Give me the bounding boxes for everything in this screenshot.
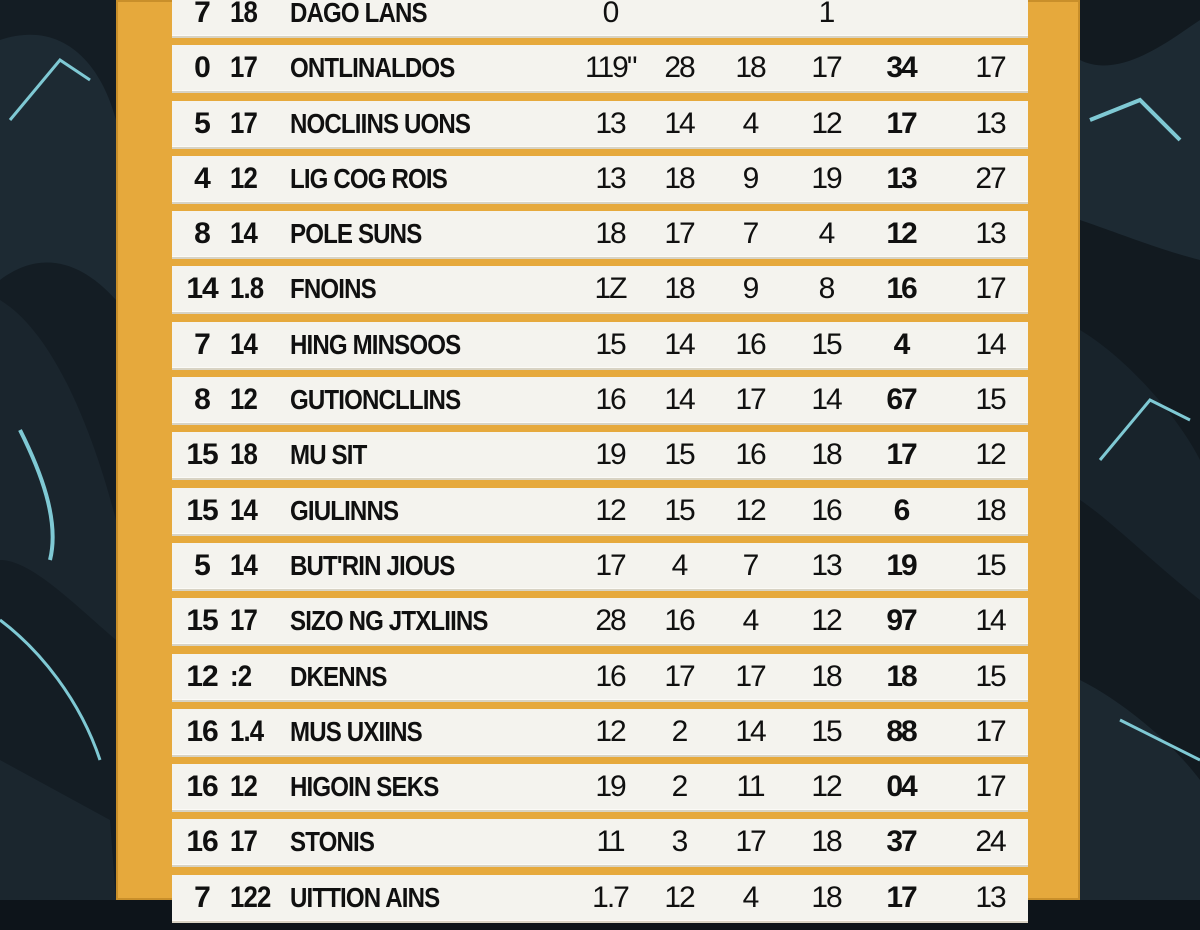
rank-cell: 8 bbox=[194, 217, 210, 251]
rank-cell: 15 bbox=[186, 493, 218, 527]
stat-cell: 7 bbox=[742, 217, 758, 251]
table-row bbox=[172, 101, 1028, 147]
stat-cell: 1Z bbox=[594, 272, 626, 306]
team-name-cell: STONIS bbox=[290, 826, 375, 858]
stat-cell: 17 bbox=[886, 106, 916, 140]
table-row bbox=[172, 432, 1028, 478]
stat-cell: 17 bbox=[811, 51, 841, 85]
rank-cell: 5 bbox=[194, 106, 210, 140]
stat-cell: 28 bbox=[595, 604, 625, 638]
stat-cell: 14 bbox=[664, 327, 694, 361]
stat-cell: 6 bbox=[893, 493, 909, 527]
team-name-cell: SIZO NG JTXLIINS bbox=[290, 605, 488, 637]
number-cell: 14 bbox=[230, 548, 257, 582]
stat-cell: 18 bbox=[811, 438, 841, 472]
rank-cell: 8 bbox=[194, 383, 210, 417]
stat-cell: 17 bbox=[975, 272, 1005, 306]
rank-cell: 4 bbox=[194, 161, 210, 195]
stat-cell: 67 bbox=[886, 383, 916, 417]
stat-cell: 18 bbox=[811, 659, 841, 693]
stat-cell: 13 bbox=[595, 106, 625, 140]
stat-cell: 11 bbox=[596, 825, 624, 859]
stat-cell: 2 bbox=[671, 714, 687, 748]
stat-cell bbox=[725, 0, 775, 36]
stat-cell: 12 bbox=[975, 438, 1005, 472]
rank-cell: 5 bbox=[194, 548, 210, 582]
stat-cell: 2 bbox=[671, 770, 687, 804]
stat-cell: 16 bbox=[595, 659, 625, 693]
table-row bbox=[172, 654, 1028, 700]
number-cell: 17 bbox=[230, 51, 257, 85]
stat-cell: 17 bbox=[735, 383, 765, 417]
stat-cell: 4 bbox=[818, 217, 834, 251]
stat-cell: 9 bbox=[742, 161, 758, 195]
stat-cell: 18 bbox=[811, 825, 841, 859]
table-row bbox=[172, 488, 1028, 534]
stat-cell: 15 bbox=[975, 383, 1005, 417]
stat-cell: 18 bbox=[664, 272, 694, 306]
stat-cell: 17 bbox=[975, 714, 1005, 748]
stat-cell: 15 bbox=[595, 327, 625, 361]
table-row bbox=[172, 819, 1028, 865]
team-name-cell: GIULINNS bbox=[290, 494, 399, 526]
stat-cell: 13 bbox=[975, 106, 1005, 140]
stat-cell: 15 bbox=[975, 659, 1005, 693]
stat-cell: 16 bbox=[735, 438, 765, 472]
stat-cell: 12 bbox=[595, 714, 625, 748]
team-name-cell: HIGOIN SEKS bbox=[290, 771, 439, 803]
team-name-cell: MUS UXIINS bbox=[290, 715, 422, 747]
stat-cell: 7 bbox=[742, 548, 758, 582]
stat-cell: 19 bbox=[595, 770, 625, 804]
stat-cell: 3 bbox=[671, 825, 687, 859]
table-row bbox=[172, 598, 1028, 644]
stat-cell: 18 bbox=[811, 880, 841, 914]
stat-cell: 16 bbox=[811, 493, 841, 527]
stat-cell: 14 bbox=[811, 383, 841, 417]
number-cell: 1.4 bbox=[230, 714, 264, 748]
stat-cell: 0 bbox=[602, 0, 618, 29]
rank-cell: 15 bbox=[186, 438, 218, 472]
team-name-cell: MU SIT bbox=[290, 439, 367, 471]
stat-cell: 12 bbox=[811, 770, 841, 804]
stat-cell: 14 bbox=[664, 106, 694, 140]
stat-cell: 12 bbox=[886, 217, 916, 251]
stat-cell: 4 bbox=[671, 548, 687, 582]
stat-cell bbox=[654, 0, 704, 36]
number-cell: :2 bbox=[230, 659, 252, 693]
stat-cell: 37 bbox=[886, 825, 916, 859]
stat-cell: 97 bbox=[886, 604, 916, 638]
stat-cell: 12 bbox=[811, 604, 841, 638]
stat-cell: 16 bbox=[664, 604, 694, 638]
stat-cell: 18 bbox=[664, 161, 694, 195]
stat-cell: 15 bbox=[811, 327, 841, 361]
number-cell: 122 bbox=[230, 880, 271, 914]
stat-cell: 28 bbox=[664, 51, 694, 85]
team-name-cell: DAGO LANS bbox=[290, 0, 427, 28]
table-row bbox=[172, 211, 1028, 257]
stat-cell: 17 bbox=[664, 659, 694, 693]
rank-cell: 15 bbox=[186, 604, 218, 638]
stat-cell: 17 bbox=[595, 548, 625, 582]
stat-cell: 13 bbox=[886, 161, 916, 195]
number-cell: 1.8 bbox=[230, 272, 264, 306]
stat-cell: 88 bbox=[886, 714, 916, 748]
stat-cell: 27 bbox=[975, 161, 1005, 195]
table-row bbox=[172, 322, 1028, 368]
table-row bbox=[172, 764, 1028, 810]
stat-cell: 15 bbox=[811, 714, 841, 748]
number-cell: 17 bbox=[230, 106, 257, 140]
table-row bbox=[172, 45, 1028, 91]
stat-cell bbox=[876, 0, 926, 36]
rank-cell: 12 bbox=[186, 659, 218, 693]
stat-cell: 4 bbox=[742, 604, 758, 638]
team-name-cell: LIG COG ROIS bbox=[290, 162, 447, 194]
table-row bbox=[172, 156, 1028, 202]
stat-cell: 4 bbox=[742, 880, 758, 914]
stat-cell: 12 bbox=[811, 106, 841, 140]
stat-cell: 16 bbox=[595, 383, 625, 417]
stat-cell: 17 bbox=[886, 438, 916, 472]
rank-cell: 7 bbox=[194, 327, 210, 361]
stat-cell: 34 bbox=[886, 51, 916, 85]
stat-cell: 4 bbox=[893, 327, 909, 361]
number-cell: 14 bbox=[230, 327, 257, 361]
stat-cell: 14 bbox=[664, 383, 694, 417]
number-cell: 12 bbox=[230, 383, 257, 417]
stat-cell: 14 bbox=[975, 327, 1005, 361]
stat-cell: 19 bbox=[811, 161, 841, 195]
stat-cell: 17 bbox=[735, 659, 765, 693]
stat-cell: 14 bbox=[975, 604, 1005, 638]
table-row bbox=[172, 0, 1028, 36]
rank-cell: 0 bbox=[194, 51, 210, 85]
number-cell: 17 bbox=[230, 825, 257, 859]
team-name-cell: BUT'RIN JIOUS bbox=[290, 549, 455, 581]
stat-cell: 13 bbox=[811, 548, 841, 582]
table-row bbox=[172, 709, 1028, 755]
stat-cell: 12 bbox=[595, 493, 625, 527]
stat-cell: 18 bbox=[975, 493, 1005, 527]
rank-cell: 16 bbox=[186, 770, 218, 804]
rank-cell: 7 bbox=[194, 880, 210, 914]
stat-cell: 14 bbox=[735, 714, 765, 748]
stat-cell: 13 bbox=[975, 880, 1005, 914]
team-name-cell: DKENNS bbox=[290, 660, 387, 692]
number-cell: 14 bbox=[230, 217, 257, 251]
stat-cell: 15 bbox=[975, 548, 1005, 582]
stat-cell: 13 bbox=[975, 217, 1005, 251]
stat-cell: 15 bbox=[664, 493, 694, 527]
stat-cell: 4 bbox=[742, 106, 758, 140]
number-cell: 12 bbox=[230, 161, 257, 195]
stat-cell: 9 bbox=[742, 272, 758, 306]
stat-cell: 04 bbox=[886, 770, 916, 804]
team-name-cell: NOCLIINS UONS bbox=[290, 107, 471, 139]
stat-cell bbox=[965, 0, 1015, 36]
team-name-cell: ONTLINALDOS bbox=[290, 52, 455, 84]
number-cell: 18 bbox=[230, 0, 257, 29]
team-name-cell: GUTIONCLLINS bbox=[290, 384, 461, 416]
rank-cell: 14 bbox=[186, 272, 218, 306]
rank-cell: 16 bbox=[186, 825, 218, 859]
number-cell: 18 bbox=[230, 438, 257, 472]
table-row bbox=[172, 266, 1028, 312]
table-row bbox=[172, 875, 1028, 921]
stat-cell: 19 bbox=[886, 548, 916, 582]
stat-cell: 18 bbox=[595, 217, 625, 251]
stat-cell: 1.7 bbox=[592, 880, 628, 914]
stat-cell: 17 bbox=[975, 770, 1005, 804]
stat-cell: 15 bbox=[664, 438, 694, 472]
team-name-cell: UITTION AINS bbox=[290, 881, 440, 913]
stat-cell: 13 bbox=[595, 161, 625, 195]
rank-cell: 16 bbox=[186, 714, 218, 748]
stat-cell: 19 bbox=[595, 438, 625, 472]
rank-cell: 7 bbox=[194, 0, 210, 29]
team-name-cell: FNOINS bbox=[290, 273, 376, 305]
number-cell: 12 bbox=[230, 770, 257, 804]
standings-table bbox=[172, 0, 1028, 930]
stat-cell: 11 bbox=[736, 770, 764, 804]
stat-cell: 8 bbox=[818, 272, 834, 306]
stat-cell: 16 bbox=[735, 327, 765, 361]
stat-cell: 12 bbox=[664, 880, 694, 914]
stat-cell: 17 bbox=[664, 217, 694, 251]
stat-cell: 18 bbox=[886, 659, 916, 693]
table-row bbox=[172, 377, 1028, 423]
scoreboard-panel bbox=[116, 0, 1080, 914]
stat-cell: 17 bbox=[735, 825, 765, 859]
stat-cell: 17 bbox=[975, 51, 1005, 85]
stat-cell: 1 bbox=[818, 0, 834, 29]
table-row bbox=[172, 543, 1028, 589]
stat-cell: 18 bbox=[735, 51, 765, 85]
number-cell: 17 bbox=[230, 604, 257, 638]
team-name-cell: POLE SUNS bbox=[290, 218, 422, 250]
number-cell: 14 bbox=[230, 493, 257, 527]
stat-cell: 24 bbox=[975, 825, 1005, 859]
stat-cell: 16 bbox=[886, 272, 916, 306]
team-name-cell: HING MINSOOS bbox=[290, 328, 461, 360]
stat-cell: 12 bbox=[735, 493, 765, 527]
stat-cell: 119" bbox=[585, 51, 636, 85]
stat-cell: 17 bbox=[886, 880, 916, 914]
